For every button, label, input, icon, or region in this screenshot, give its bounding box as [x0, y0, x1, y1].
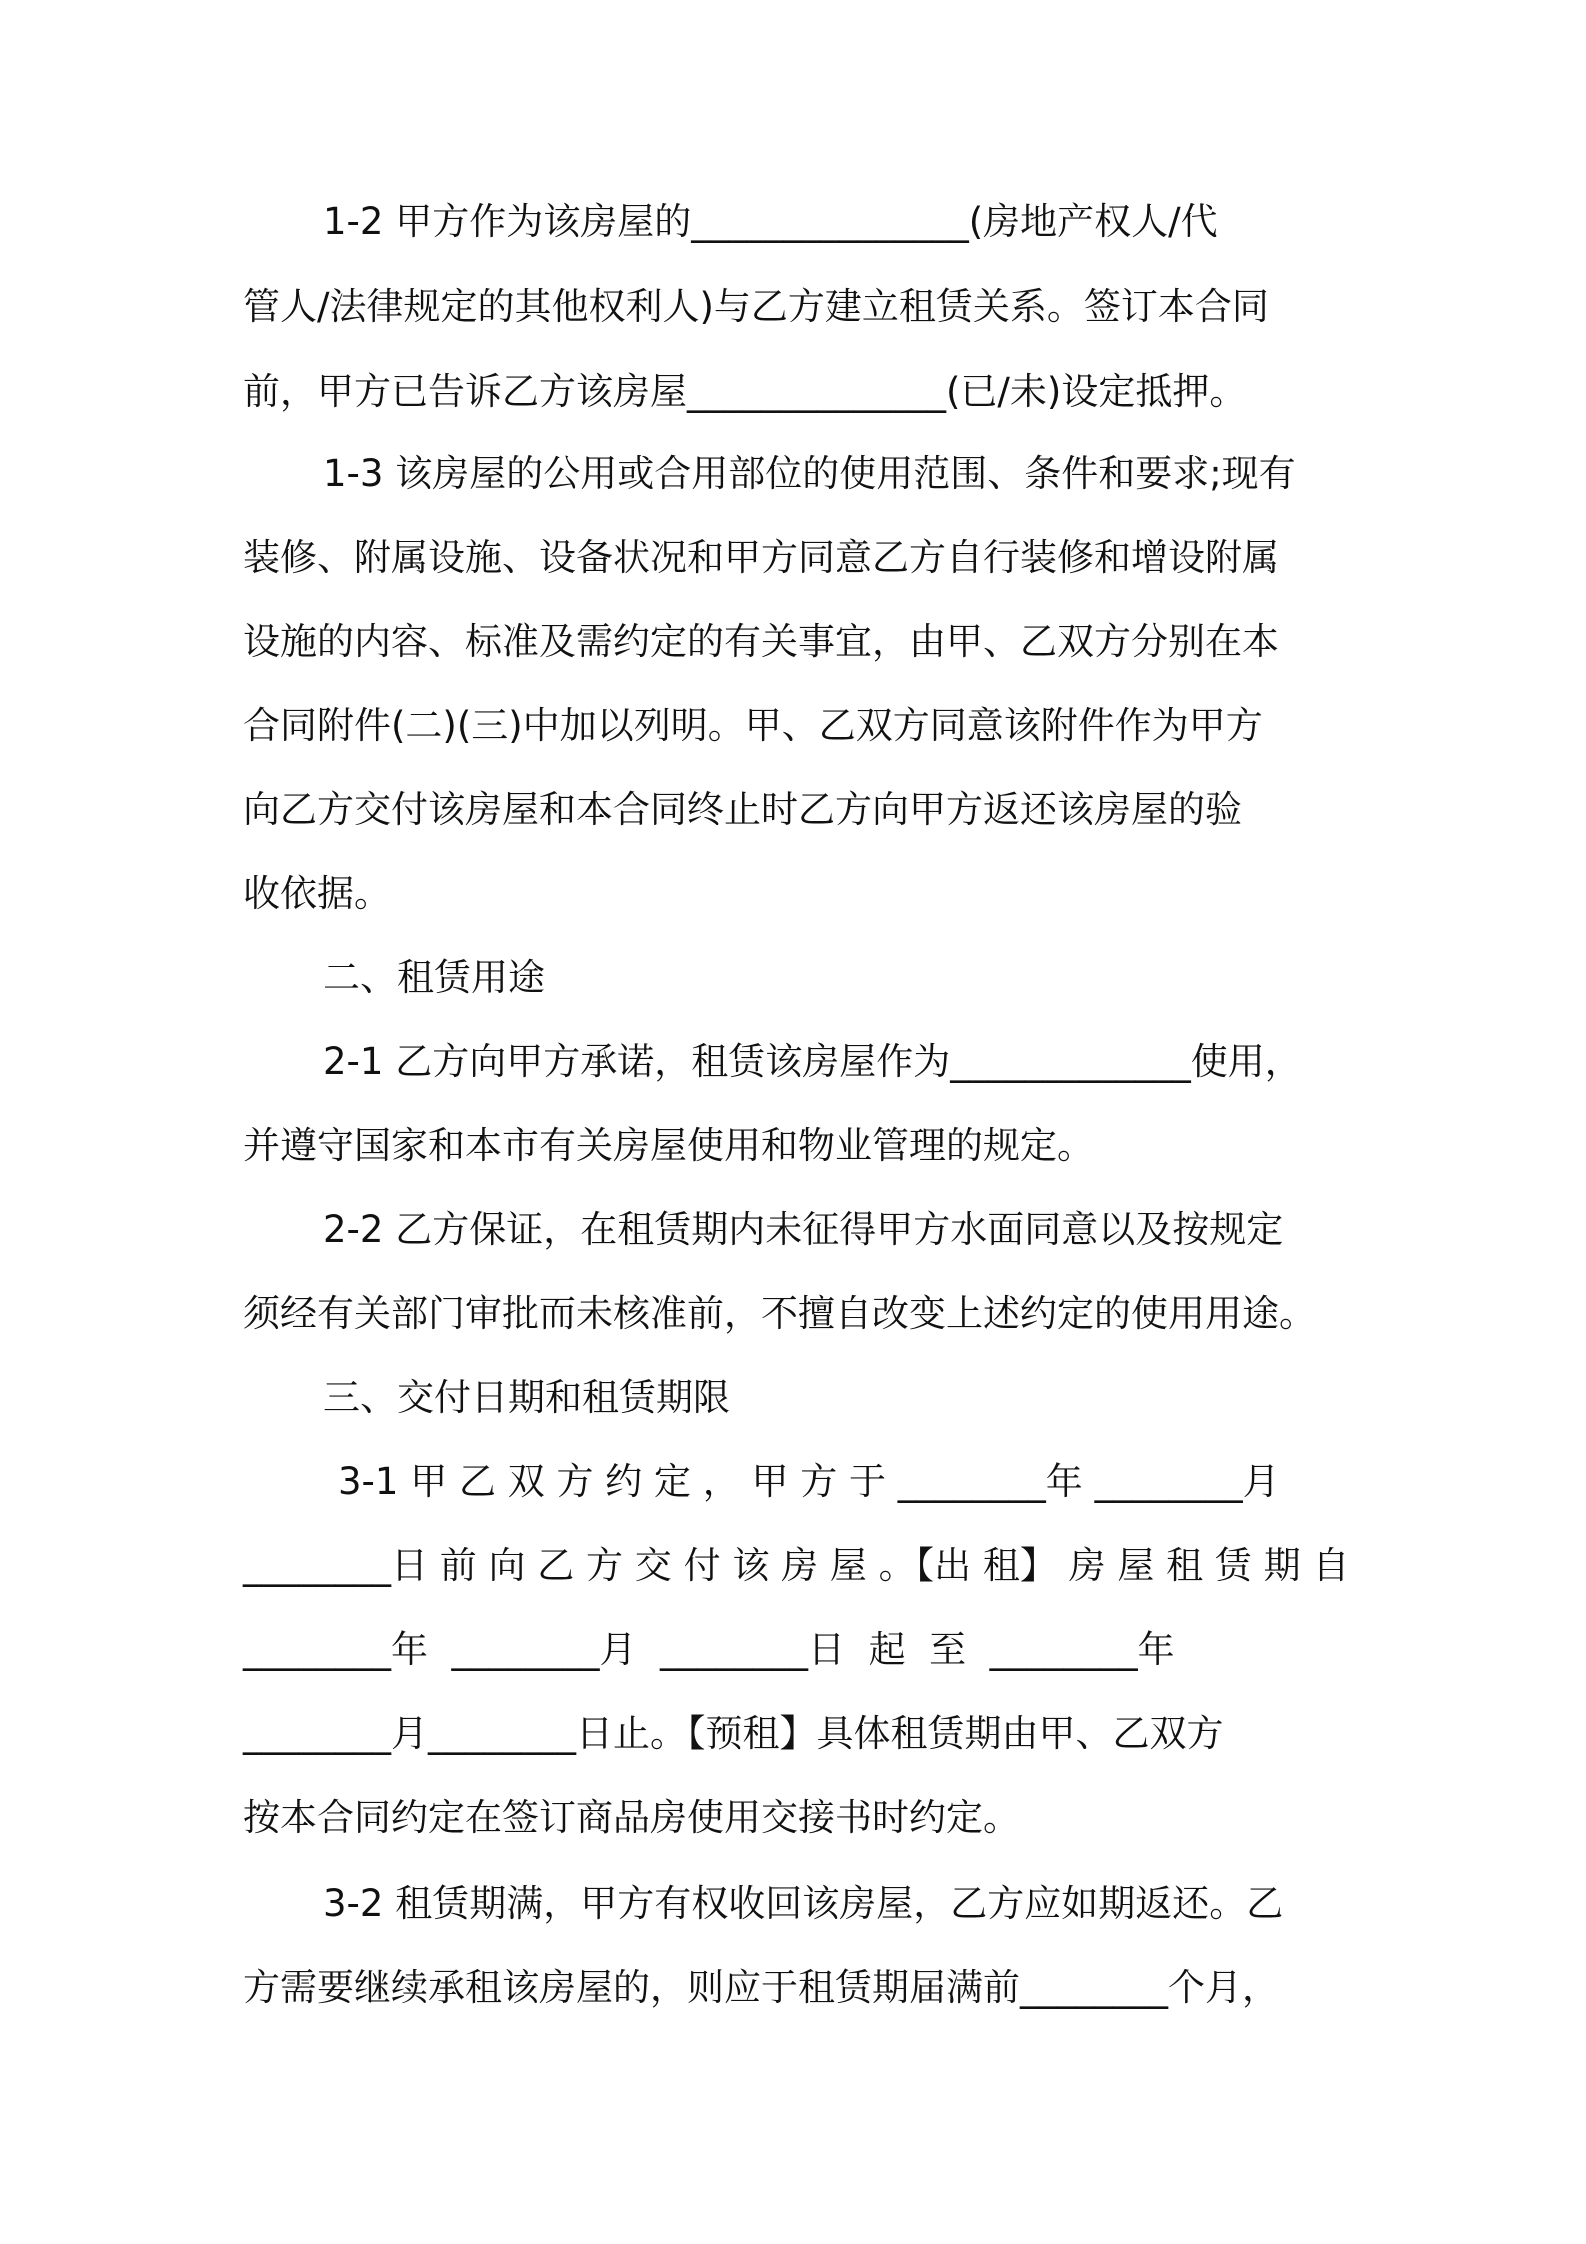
text-line: 向乙方交付该房屋和本合同终止时乙方向甲方返还该房屋的验 — [243, 788, 1242, 831]
text-line: ________月________日止。【预租】具体租赁期由甲、乙双方 — [243, 1712, 1224, 1755]
text-line: 合同附件(二)(三)中加以列明。甲、乙双方同意该附件作为甲方 — [243, 704, 1263, 747]
section-heading: 二、租赁用途 — [323, 956, 545, 999]
section-heading: 三、交付日期和租赁期限 — [323, 1376, 730, 1419]
text-line: 管人/法律规定的其他权利人)与乙方建立租赁关系。签订本合同 — [243, 285, 1269, 328]
text-line: ________年 ________月 ________日 起 至 ________年 — [243, 1628, 1175, 1671]
text-line: 2-2 乙方保证，在租赁期内未征得甲方水面同意以及按规定 — [323, 1208, 1284, 1251]
text-line: 3-2 租赁期满，甲方有权收回该房屋，乙方应如期返还。乙 — [323, 1882, 1284, 1925]
text-line: 装修、附属设施、设备状况和甲方同意乙方自行装修和增设附属 — [243, 536, 1279, 579]
text-line: 前，甲方已告诉乙方该房屋______________(已/未)设定抵押。 — [243, 370, 1247, 413]
text-line: 设施的内容、标准及需约定的有关事宜，由甲、乙双方分别在本 — [243, 620, 1279, 663]
text-line: 1-2 甲方作为该房屋的_______________(房地产权人/代 — [323, 200, 1218, 243]
text-line: 须经有关部门审批而未核准前，不擅自改变上述约定的使用用途。 — [243, 1292, 1316, 1335]
text-line: ________日 前 向 乙 方 交 付 该 房 屋 。【出 租】 房 屋 租 赁 期 自 — [243, 1544, 1350, 1587]
text-line: 按本合同约定在签订商品房使用交接书时约定。 — [243, 1796, 1020, 1839]
text-line: 1-3 该房屋的公用或合用部位的使用范围、条件和要求;现有 — [323, 452, 1296, 495]
text-line: 2-1 乙方向甲方承诺，租赁该房屋作为_____________使用， — [323, 1040, 1302, 1083]
text-line: 3-1 甲 乙 双 方 约 定 ， 甲 方 于 ________年 ________月 — [338, 1460, 1280, 1503]
text-line: 收依据。 — [243, 872, 391, 915]
text-line: 并遵守国家和本市有关房屋使用和物业管理的规定。 — [243, 1124, 1094, 1167]
text-line: 方需要继续承租该房屋的，则应于租赁期届满前________个月， — [243, 1966, 1279, 2009]
